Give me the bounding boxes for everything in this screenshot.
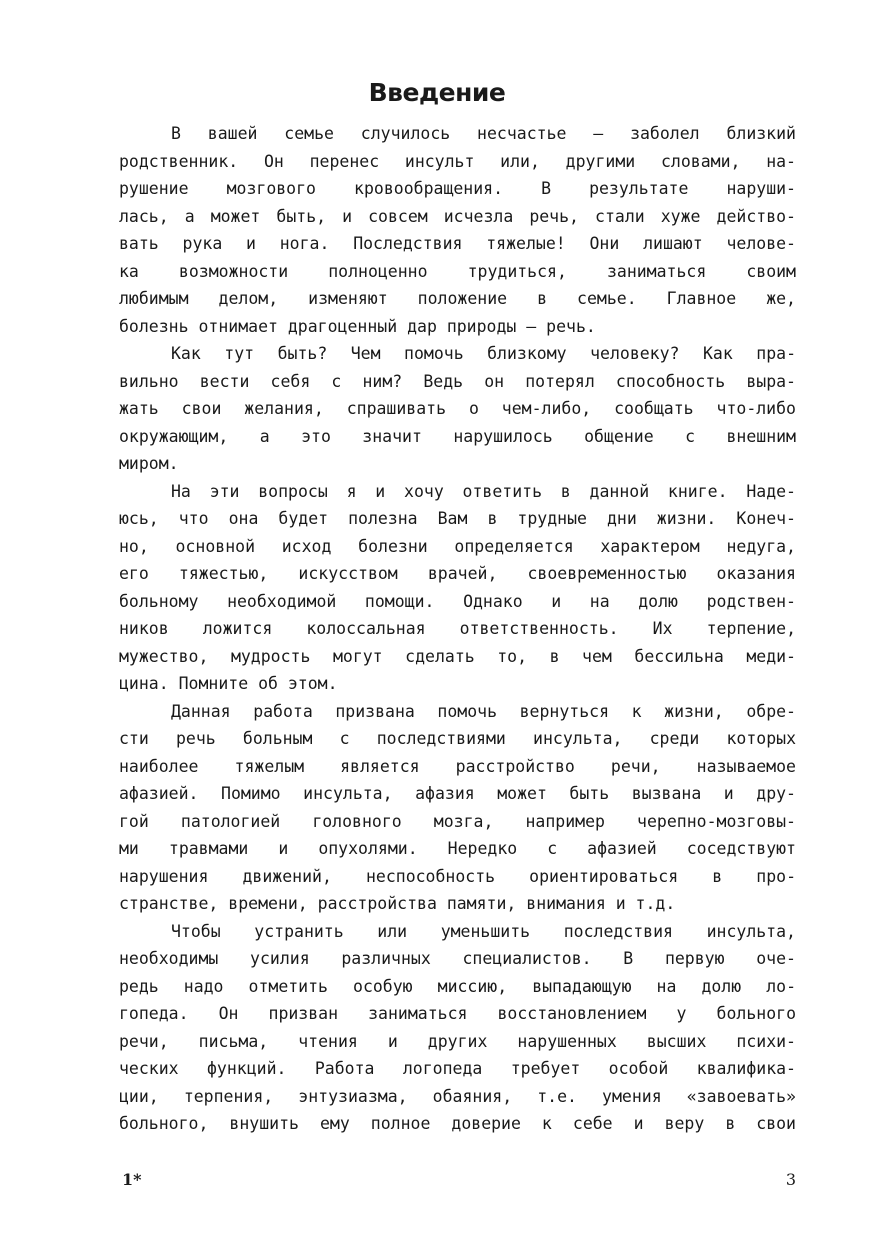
text-line: афазией. Помимо инсульта, афазия может быть вызвана и дру- — [119, 784, 796, 803]
text-line: мужество, мудрость могут сделать то, в чем бессильна меди- — [119, 647, 796, 666]
text-line: гой патологией головного мозга, например черепно-мозговы- — [119, 812, 796, 831]
text-line: больного, внушить ему полное доверие к себе и веру в свои — [119, 1114, 796, 1133]
text-line: больному необходимой помощи. Однако и на долю родствен- — [119, 592, 796, 611]
text-line: но, основной исход болезни определяется характером недуга, — [119, 537, 796, 556]
text-line: любимым делом, изменяют положение в семье. Главное же, — [119, 289, 796, 308]
text-line: речи, письма, чтения и других нарушенных высших психи- — [119, 1032, 796, 1051]
text-line: странстве, времени, расстройства памяти, внимания и т.д. — [119, 894, 676, 913]
text-line: его тяжестью, искусством врачей, своевременностью оказания — [119, 564, 796, 583]
text-line: На эти вопросы я и хочу ответить в данной книге. Наде- — [171, 482, 796, 501]
text-line: ции, терпения, энтузиазма, обаяния, т.е. умения «завоевать» — [119, 1087, 796, 1106]
text-line: цина. Помните об этом. — [119, 674, 338, 693]
text-line: рушение мозгового кровообращения. В результате наруши- — [119, 179, 796, 198]
text-line: вильно вести себя с ним? Ведь он потерял способность выра- — [119, 372, 796, 391]
text-line: гопеда. Он призван заниматься восстановлением у больного — [119, 1004, 796, 1023]
text-line: окружающим, а это значит нарушилось общение с внешним — [119, 427, 796, 446]
text-line: сти речь больным с последствиями инсульта, среди которых — [119, 729, 796, 748]
text-line: В вашей семье случилось несчастье — заболел близкий — [171, 124, 796, 143]
text-line: родственник. Он перенес инсульт или, другими словами, на- — [119, 152, 796, 171]
text-line: Как тут быть? Чем помочь близкому человеку? Как пра- — [171, 344, 796, 363]
page-number: 3 — [785, 1170, 796, 1189]
chapter-title: Введение — [368, 78, 506, 107]
text-line: Данная работа призвана помочь вернуться к жизни, обре- — [171, 702, 796, 721]
text-line: необходимы усилия различных специалистов. В первую оче- — [119, 949, 796, 968]
text-line: вать рука и нога. Последствия тяжелые! Они лишают челове- — [119, 234, 796, 253]
text-line: жать свои желания, спрашивать о чем-либо, сообщать что-либо — [119, 399, 796, 418]
text-line: ка возможности полноценно трудиться, заниматься своим — [119, 262, 796, 281]
text-line: ников ложится колоссальная ответственность. Их терпение, — [119, 619, 796, 638]
text-line: ми травмами и опухолями. Нередко с афазией соседствуют — [119, 839, 796, 858]
signature-mark: 1* — [122, 1170, 142, 1189]
text-line: ческих функций. Работа логопеда требует особой квалифика- — [119, 1059, 796, 1078]
text-line: нарушения движений, неспособность ориентироваться в про- — [119, 867, 796, 886]
text-line: наиболее тяжелым является расстройство речи, называемое — [119, 757, 796, 776]
text-line: лась, а может быть, и совсем исчезла речь, стали хуже действо- — [119, 207, 796, 226]
text-line: Чтобы устранить или уменьшить последствия инсульта, — [171, 922, 796, 941]
text-line: юсь, что она будет полезна Вам в трудные дни жизни. Конеч- — [119, 509, 796, 528]
text-line: болезнь отнимает драгоценный дар природы — речь. — [119, 317, 596, 336]
text-line: редь надо отметить особую миссию, выпадающую на долю ло- — [119, 977, 796, 996]
text-line: миром. — [119, 454, 179, 473]
